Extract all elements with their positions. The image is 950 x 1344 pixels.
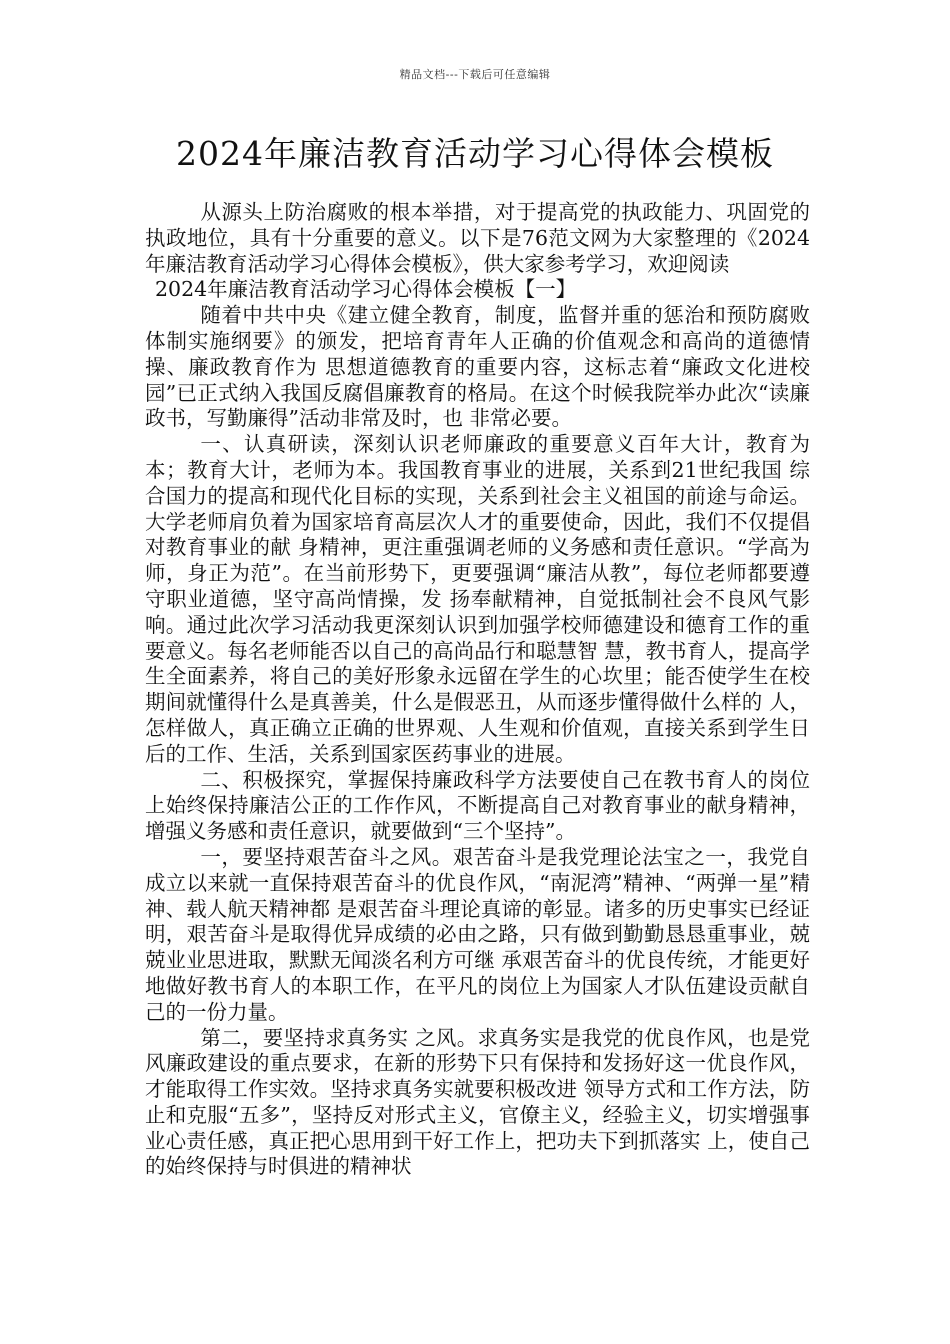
body-paragraph: 第二，要坚持求真务实 之风。求真务实是我党的优良作风，也是党风廉政建设的重点要求，在新的形势下只有保持和发扬好这一优良作风，才能取得工作实效。坚持求真务实就要积极改进 领导方式和工作方法，防止和克服“五多”，坚持反对形式主义，官僚主义，经验主义，切实增强事业心责任感，真正把心思用到干好工作上，把功夫下到抓落实 上，使自己的始终保持与时俱进的精神状 [145,1025,810,1179]
document-title: 2024年廉洁教育活动学习心得体会模板 [176,134,774,173]
header-note: 精品文档---下载后可任意编辑 [399,68,551,81]
intro-paragraph: 从源头上防治腐败的根本举措，对于提高党的执政能力、巩固党的执政地位，具有十分重要的意义。以下是76范文网为大家整理的《2024年廉洁教育活动学习心得体会模板》，供大家参考学习，欢迎阅读 [145,200,810,276]
document-body [145,200,810,1180]
section-title: 2024年廉洁教育活动学习心得体会模板【一】 [155,277,577,302]
body-paragraph: 一、认真研读，深刻认识老师廉政的重要意义百年大计，教育为本；教育大计，老师为本。我国教育事业的进展，关系到21世纪我国 综合国力的提高和现代化目标的实现，关系到社会主义祖国的前途与命运。大学老师肩负着为国家培育高层次人才的重要使命，因此，我们不仅提倡对教育事业的献 身精神，更注重强调老师的义务感和责任意识。“学高为师，身正为范”。在当前形势下，更要强调“廉洁从教”，每位老师都要遵守职业道德，坚守高尚情操，发 扬奉献精神，自觉抵制社会不良风气影响。通过此次学习活动我更深刻认识到加强学校师德建设和德育工作的重要意义。每名老师能否以自己的高尚品行和聪慧智 慧，教书育人，提高学生全面素养，将自己的美好形象永远留在学生的心坎里；能否使学生在校期间就懂得什么是真善美，什么是假恶丑，从而逐步懂得做什么样的 人，怎样做人，真正确立正确的世界观、人生观和价值观，直接关系到学生日后的工作、生活，关系到国家医药事业的进展。 [145,432,810,766]
body-paragraph: 一，要坚持艰苦奋斗之风。艰苦奋斗是我党理论法宝之一，我党自成立以来就一直保持艰苦奋斗的优良作风，“南泥湾”精神、“两弹一星”精神、载人航天精神都 是艰苦奋斗理论真谛的彰显。诸多的历史事实已经证明，艰苦奋斗是取得优异成绩的必由之路，只有做到勤勤恳恳重事业，兢兢业业思进取，默默无闻淡名利方可继 承艰苦奋斗的优良传统，才能更好地做好教书育人的本职工作，在平凡的岗位上为国家人才队伍建设贡献自己的一份力量。 [145,844,810,1024]
body-paragraph: 随着中共中央《建立健全教育，制度，监督并重的惩治和预防腐败体制实施纲要》的颁发，把培育青年人正确的价值观念和高尚的道德情操、廉政教育作为 思想道德教育的重要内容，这标志着“廉政文化进校园”已正式纳入我国反腐倡廉教育的格局。在这个时候我院举办此次“读廉政书，写勤廉得”活动非常及时，也 非常必要。 [145,303,810,431]
body-paragraph: 二、积极探究，掌握保持廉政科学方法要使自己在教书育人的岗位上始终保持廉洁公正的工作作风，不断提高自己对教育事业的献身精神，增强义务感和责任意识，就要做到“三个坚持”。 [145,767,810,844]
